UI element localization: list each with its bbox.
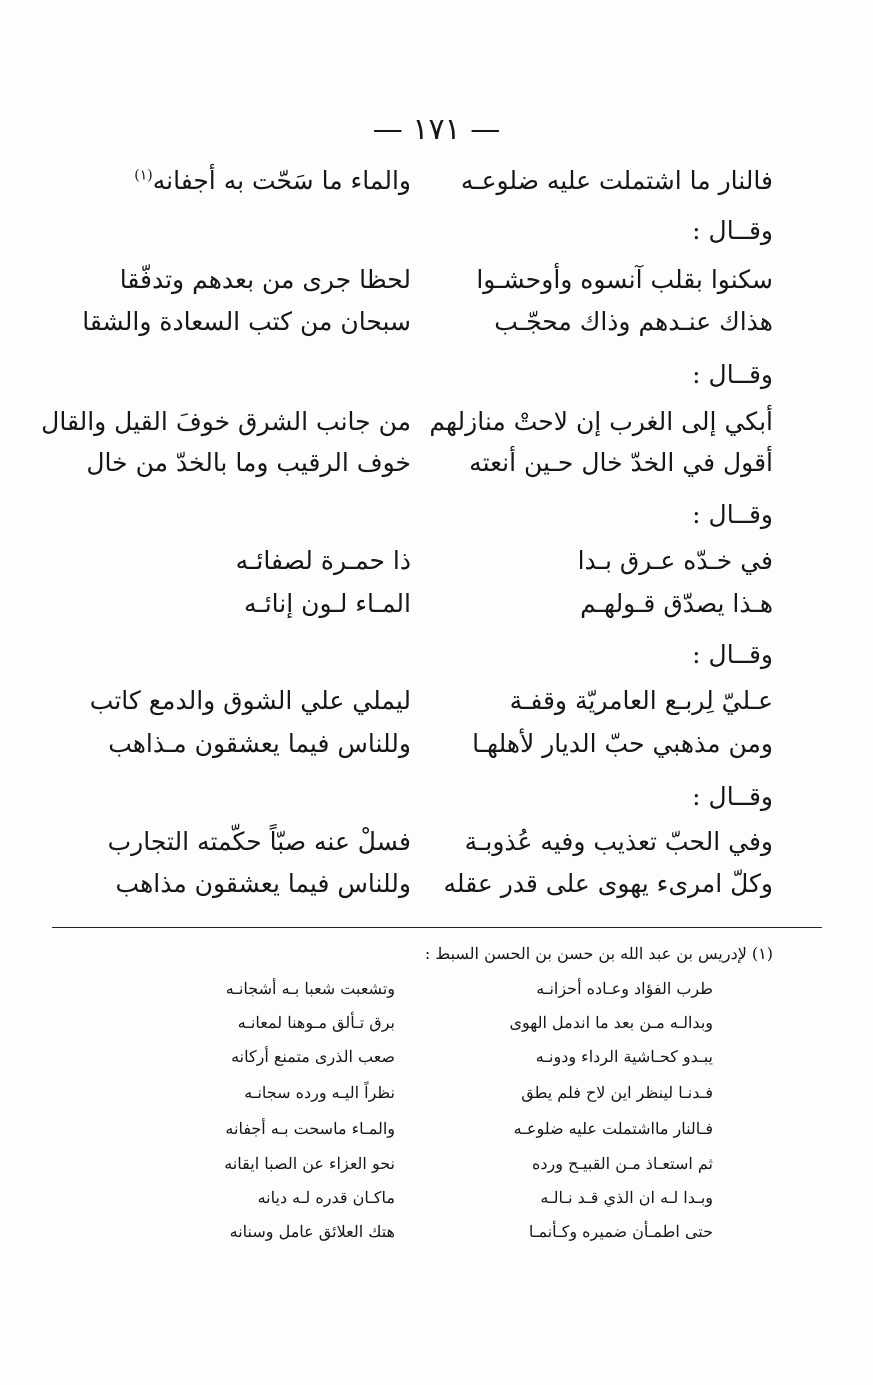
hemistich-text: ليملي علي الشوق والدمع كاتب — [89, 686, 411, 715]
verse-first-hemistich: عـليّ لِربـع العامريّة وقفـة — [509, 686, 773, 715]
footnote-first-hemistich: فـالنار مااشتملت عليه ضلوعـه — [513, 1119, 713, 1138]
hemistich-text: المـاء لـون إنائـه — [243, 589, 411, 618]
verse-first-hemistich: هذاك عنـدهم وذاك محجّـب — [494, 307, 773, 336]
footnote-second-hemistich: برق تـألق مـوهنا لمعانـه — [237, 1013, 395, 1032]
footnote-second-hemistich: هتك العلائق عامل وسنانه — [229, 1222, 395, 1241]
footnote-second-hemistich: نظراً اليـه ورده سجانـه — [244, 1083, 395, 1102]
verse-second-hemistich — [236, 546, 411, 575]
verse-second-hemistich — [134, 166, 411, 195]
verse-intro: وقــال : — [692, 640, 773, 669]
verse-first-hemistich: أقول في الخدّ خال حـين أنعته — [469, 448, 773, 477]
hemistich-text: سبحان من كتب السعادة والشقا — [82, 307, 411, 336]
verse-second-hemistich — [86, 448, 411, 477]
verse-intro: وقــال : — [692, 216, 773, 245]
verse-second-hemistich — [116, 869, 411, 898]
footnote-second-hemistich: وتشعبت شعبا بـه أشجانـه — [225, 979, 395, 998]
hemistich-text: ذا حمـرة لصفائـه — [235, 546, 411, 575]
footnote-second-hemistich: ماكـان قدره لـه ديانه — [257, 1188, 395, 1207]
footnote-first-hemistich: ثم استعـاذ مـن القبيـح ورده — [531, 1154, 713, 1173]
footnote-first-hemistich: حتى اطمـأن ضميره وكـأنمـا — [528, 1222, 713, 1241]
hemistich-text: فسلْ عنه صبّاً حكّمته التجارب — [107, 827, 411, 856]
footnote-first-hemistich: يبـدو كحـاشية الرداء ودونـه — [535, 1047, 713, 1066]
verse-second-hemistich — [108, 729, 411, 758]
verse-first-hemistich: هـذا يصدّق قـولهـم — [580, 589, 773, 618]
verse-first-hemistich: ومن مذهبي حبّ الديار لأهلهـا — [472, 729, 773, 758]
footnote-first-hemistich: طرب الفؤاد وعـاده أحزانـه — [536, 979, 713, 998]
verse-first-hemistich: سكنوا بقلب آنسوه وأوحشـوا — [476, 265, 773, 294]
footnote-second-hemistich: صعب الذرى متمنع أركانه — [231, 1047, 395, 1066]
verse-second-hemistich — [41, 407, 411, 436]
footnote-second-hemistich: والمـاء ماسحت بـه أجفانه — [225, 1119, 395, 1138]
verse-intro: وقــال : — [692, 500, 773, 529]
verse-first-hemistich: وكلّ امرىء يهوى على قدر عقله — [443, 869, 773, 898]
hemistich-text: خوف الرقيب وما بالخدّ من خال — [86, 448, 411, 477]
verse-first-hemistich: وفي الحبّ تعذيب وفيه عُذوبـة — [464, 827, 773, 856]
footnote-first-hemistich: وبدالـه مـن بعد ما اندمل الهوى — [509, 1013, 713, 1032]
footnote-first-hemistich: فـدنـا لينظر اين لاح فلم يطق — [521, 1083, 713, 1102]
verse-first-hemistich: في خـدّه عـرق بـدا — [577, 546, 773, 575]
page-number: — ١٧١ — — [372, 112, 501, 147]
verse-first-hemistich: فالنار ما اشتملت عليه ضلوعـه — [460, 166, 773, 195]
footnote-first-hemistich: وبـدا لـه ان الذي قـد نـالـه — [540, 1188, 713, 1207]
hemistich-text: لحظا جرى من بعدهم وتدفّقا — [119, 265, 411, 294]
hemistich-text: من جانب الشرق خوفَ القيل والقال — [41, 407, 411, 436]
verse-intro: وقــال : — [692, 782, 773, 811]
hemistich-text: والماء ما سَحّت به أجفانه — [152, 166, 411, 195]
footnote-second-hemistich: نحو العزاء عن الصبا ايقانه — [224, 1154, 395, 1173]
verse-first-hemistich: أبكي إلى الغرب إن لاحتْ منازلهم — [429, 407, 773, 436]
verse-intro: وقــال : — [692, 360, 773, 389]
footnote-divider — [52, 927, 822, 928]
verse-second-hemistich — [108, 827, 411, 856]
hemistich-text: وللناس فيما يعشقون مـذاهب — [108, 729, 411, 758]
verse-second-hemistich — [90, 686, 411, 715]
verse-second-hemistich — [244, 589, 411, 618]
verse-second-hemistich — [82, 307, 411, 336]
footnote-heading: (١) لإدريس بن عبد الله بن حسن بن الحسن السبط : — [424, 944, 773, 963]
footnote-marker: (١) — [134, 167, 153, 184]
verse-second-hemistich — [120, 265, 411, 294]
hemistich-text: وللناس فيما يعشقون مذاهب — [115, 869, 411, 898]
